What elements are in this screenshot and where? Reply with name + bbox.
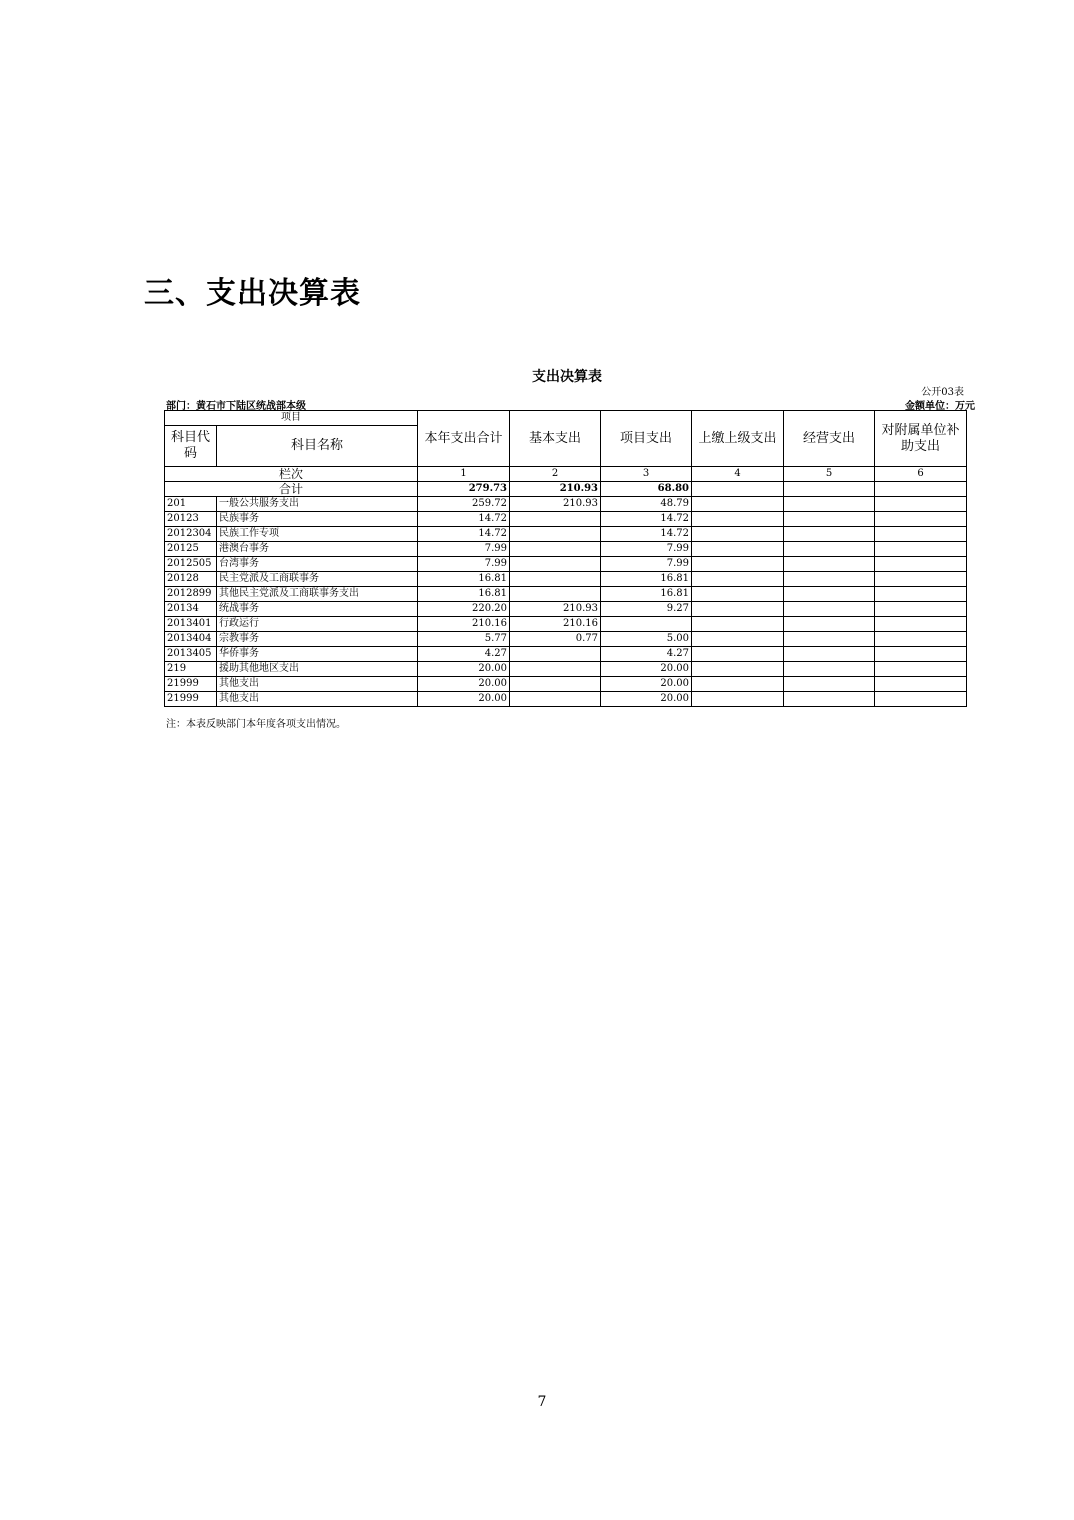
row-total: 14.72	[418, 527, 510, 542]
row-basic	[510, 587, 601, 602]
row-subsidy	[875, 662, 967, 677]
total-upper	[692, 482, 784, 497]
section-heading: 三、支出决算表	[144, 276, 361, 311]
row-business	[784, 512, 875, 527]
row-code: 2013404	[165, 632, 217, 647]
table-row	[165, 527, 967, 542]
row-upper	[692, 527, 784, 542]
row-name: 华侨事务	[217, 647, 418, 662]
total-subsidy	[875, 482, 967, 497]
col-number: 5	[784, 467, 875, 482]
row-subsidy	[875, 557, 967, 572]
row-subsidy	[875, 677, 967, 692]
row-subsidy	[875, 527, 967, 542]
table-title: 支出决算表	[532, 369, 602, 385]
row-upper	[692, 557, 784, 572]
row-code: 21999	[165, 692, 217, 707]
row-subsidy	[875, 542, 967, 557]
row-code: 219	[165, 662, 217, 677]
header-name: 科目名称	[217, 426, 418, 467]
row-business	[784, 542, 875, 557]
row-basic: 210.93	[510, 602, 601, 617]
form-code: 公开03表	[921, 387, 964, 398]
row-basic	[510, 512, 601, 527]
row-upper	[692, 572, 784, 587]
col-number: 4	[692, 467, 784, 482]
row-basic: 210.16	[510, 617, 601, 632]
row-name: 统战事务	[217, 602, 418, 617]
row-basic: 0.77	[510, 632, 601, 647]
total-label: 合计	[165, 482, 418, 497]
table-row	[165, 587, 967, 602]
col-number: 1	[418, 467, 510, 482]
row-code: 21999	[165, 677, 217, 692]
row-project: 48.79	[601, 497, 692, 512]
row-code: 20125	[165, 542, 217, 557]
row-upper	[692, 512, 784, 527]
total-business	[784, 482, 875, 497]
row-name: 行政运行	[217, 617, 418, 632]
row-name: 援助其他地区支出	[217, 662, 418, 677]
row-project: 9.27	[601, 602, 692, 617]
row-basic	[510, 557, 601, 572]
row-upper	[692, 497, 784, 512]
row-total: 7.99	[418, 542, 510, 557]
row-total: 259.72	[418, 497, 510, 512]
row-name: 其他支出	[217, 692, 418, 707]
row-total: 4.27	[418, 647, 510, 662]
table-row	[165, 692, 967, 707]
row-upper	[692, 647, 784, 662]
table-row	[165, 617, 967, 632]
row-business	[784, 572, 875, 587]
header-total: 本年支出合计	[418, 411, 510, 467]
header-item: 项目	[165, 411, 418, 426]
row-business	[784, 617, 875, 632]
row-code: 20123	[165, 512, 217, 527]
row-code: 2012304	[165, 527, 217, 542]
row-subsidy	[875, 647, 967, 662]
row-total: 5.77	[418, 632, 510, 647]
row-business	[784, 692, 875, 707]
row-project: 14.72	[601, 512, 692, 527]
total-row	[165, 482, 967, 497]
row-name: 民主党派及工商联事务	[217, 572, 418, 587]
header-subsidy: 对附属单位补助支出	[875, 411, 967, 467]
row-name: 台湾事务	[217, 557, 418, 572]
header-upper: 上缴上级支出	[692, 411, 784, 467]
col-number: 6	[875, 467, 967, 482]
row-upper	[692, 692, 784, 707]
row-project: 20.00	[601, 677, 692, 692]
header-project: 项目支出	[601, 411, 692, 467]
row-basic	[510, 692, 601, 707]
row-total: 16.81	[418, 587, 510, 602]
total-project: 68.80	[601, 482, 692, 497]
row-basic	[510, 662, 601, 677]
row-project: 20.00	[601, 662, 692, 677]
row-business	[784, 497, 875, 512]
row-subsidy	[875, 587, 967, 602]
row-subsidy	[875, 512, 967, 527]
row-project: 7.99	[601, 557, 692, 572]
row-code: 201	[165, 497, 217, 512]
row-subsidy	[875, 497, 967, 512]
row-business	[784, 632, 875, 647]
department-label: 部门：黄石市下陆区统战部本级	[166, 401, 306, 412]
row-upper	[692, 662, 784, 677]
row-total: 210.16	[418, 617, 510, 632]
row-upper	[692, 602, 784, 617]
row-project: 14.72	[601, 527, 692, 542]
row-name: 民族工作专项	[217, 527, 418, 542]
header-business: 经营支出	[784, 411, 875, 467]
table-row	[165, 632, 967, 647]
header-code: 科目代码	[165, 426, 217, 467]
page-number: 7	[537, 1394, 547, 1410]
row-upper	[692, 542, 784, 557]
row-business	[784, 602, 875, 617]
table-row	[165, 662, 967, 677]
row-business	[784, 587, 875, 602]
footnote: 注：本表反映部门本年度各项支出情况。	[166, 719, 346, 730]
row-basic	[510, 647, 601, 662]
row-subsidy	[875, 572, 967, 587]
row-upper	[692, 587, 784, 602]
table-row	[165, 542, 967, 557]
table-row	[165, 572, 967, 587]
row-project: 16.81	[601, 572, 692, 587]
row-code: 2013405	[165, 647, 217, 662]
table-row	[165, 512, 967, 527]
row-name: 民族事务	[217, 512, 418, 527]
row-project: 16.81	[601, 587, 692, 602]
row-project: 20.00	[601, 692, 692, 707]
total-amount: 279.73	[418, 482, 510, 497]
row-upper	[692, 677, 784, 692]
column-label: 栏次	[165, 467, 418, 482]
row-name: 一般公共服务支出	[217, 497, 418, 512]
row-name: 宗教事务	[217, 632, 418, 647]
row-business	[784, 527, 875, 542]
col-number: 2	[510, 467, 601, 482]
col-number: 3	[601, 467, 692, 482]
row-basic	[510, 572, 601, 587]
row-code: 20134	[165, 602, 217, 617]
row-project	[601, 617, 692, 632]
row-basic	[510, 527, 601, 542]
table-row	[165, 677, 967, 692]
row-upper	[692, 617, 784, 632]
expenditure-table	[164, 410, 967, 707]
row-subsidy	[875, 617, 967, 632]
row-total: 20.00	[418, 692, 510, 707]
row-code: 2013401	[165, 617, 217, 632]
row-name: 其他民主党派及工商联事务支出	[217, 587, 418, 602]
row-name: 其他支出	[217, 677, 418, 692]
row-total: 7.99	[418, 557, 510, 572]
row-total: 14.72	[418, 512, 510, 527]
row-code: 2012505	[165, 557, 217, 572]
row-project: 4.27	[601, 647, 692, 662]
row-code: 20128	[165, 572, 217, 587]
table-row	[165, 647, 967, 662]
header-basic: 基本支出	[510, 411, 601, 467]
row-total: 20.00	[418, 677, 510, 692]
row-basic	[510, 677, 601, 692]
row-subsidy	[875, 602, 967, 617]
row-project: 5.00	[601, 632, 692, 647]
row-basic: 210.93	[510, 497, 601, 512]
row-business	[784, 647, 875, 662]
row-subsidy	[875, 632, 967, 647]
row-basic	[510, 542, 601, 557]
total-basic: 210.93	[510, 482, 601, 497]
row-total: 20.00	[418, 662, 510, 677]
unit-label: 金额单位：万元	[905, 401, 975, 412]
row-business	[784, 662, 875, 677]
table-row	[165, 557, 967, 572]
table-row	[165, 497, 967, 512]
row-business	[784, 557, 875, 572]
table-row	[165, 602, 967, 617]
row-code: 2012899	[165, 587, 217, 602]
row-total: 16.81	[418, 572, 510, 587]
row-upper	[692, 632, 784, 647]
row-total: 220.20	[418, 602, 510, 617]
row-subsidy	[875, 692, 967, 707]
row-project: 7.99	[601, 542, 692, 557]
row-name: 港澳台事务	[217, 542, 418, 557]
row-business	[784, 677, 875, 692]
